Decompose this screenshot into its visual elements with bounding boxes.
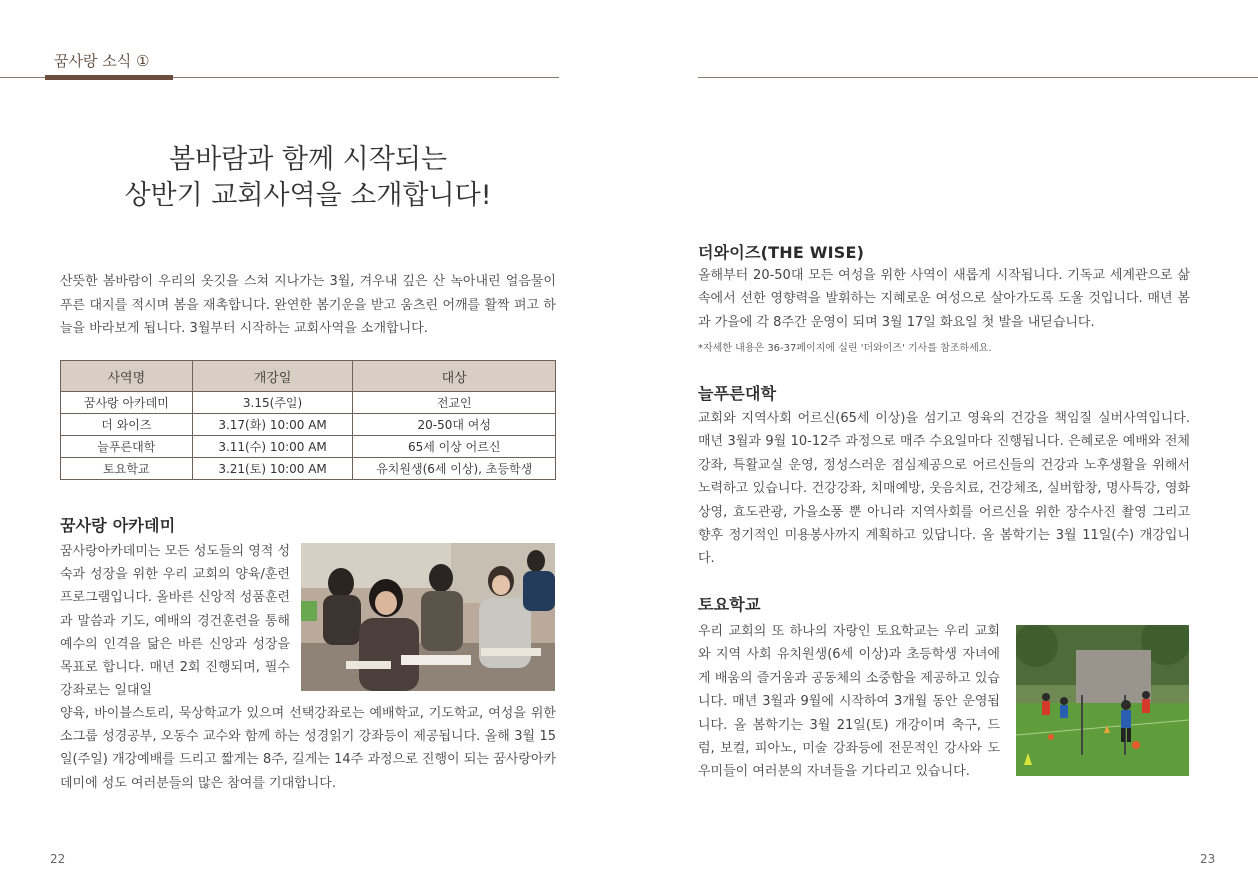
page-number-right: 23 (1200, 852, 1216, 866)
wise-note: *자세한 내용은 36-37페이지에 실린 '더와이즈' 기사를 참조하세요. (698, 343, 992, 354)
saturday-soccer-photo (1016, 625, 1189, 776)
table-cell: 3.15(주일) (192, 392, 353, 414)
university-text: 교회와 지역사회 어르신(65세 이상)을 섬기고 영육의 건강을 책임질 실버사역입니다. 매년 3월과 9월 10-12주 과정으로 매주 수요일마다 진행됩니다. 은혜로운 예배와 전체 강좌, 특활교실 운영, 정성스러운 점심제공으로 어르신들의 건강과 노후생활을 위해서 노력하고 있습니다. 건강강좌, 치매예방, 웃음치료, 건강체조, 실버합창, 명사특강, 영화상영, 효도관광, 가을소풍 뿐 아니라 지역사회를 어르신을 위한 장수사진 촬영 그리고 향후 정기적인 미용봉사까지 계획하고 있답니다. 올 봄학기는 3월 11일(수) 개강입니다. (698, 411, 1190, 567)
section-label: 꿈사랑 소식 ① (54, 52, 150, 70)
table-row (61, 458, 556, 480)
header-rule-right (698, 77, 1258, 78)
table-row (61, 436, 556, 458)
headline-line2: 상반기 교회사역을 소개합니다! (124, 180, 492, 211)
table-cell: 20-50대 여성 (353, 414, 556, 436)
page-headline (60, 142, 556, 214)
table-row (61, 414, 556, 436)
table-cell: 유치원생(6세 이상), 초등학생 (353, 458, 556, 480)
headline-line1: 봄바람과 함께 시작되는 (169, 144, 447, 175)
wise-title: 더와이즈(THE WISE) (698, 243, 865, 262)
table-cell: 토요학교 (61, 458, 193, 480)
academy-title: 꿈사랑 아카데미 (60, 516, 176, 535)
saturday-text: 우리 교회의 또 하나의 자랑인 토요학교는 우리 교회와 지역 사회 유치원생(6세 이상)과 초등학생 자녀에게 배움의 즐거움과 공동체의 소중함을 제공하고 있습니다. 매년 3월과 9월에 시작하여 3개월 동안 운영됩니다. 올 봄학기는 3월 21일(토) 개강이며 축구, 드럼, 보컬, 피아노, 미술 강좌등에 전문적인 강사와 도우미들이 여러분의 자녀들을 기다리고 있습니다. (698, 624, 1000, 780)
university-title: 늘푸른대학 (698, 384, 777, 403)
table-cell: 3.17(화) 10:00 AM (192, 414, 353, 436)
academy-text-part2: 양육, 바이블스토리, 묵상학교가 있으며 선택강좌로는 예배학교, 기도학교, 여성을 위한 소그룹 성경공부, 오동수 교수와 함께 하는 성경읽기 강좌등이 제공됩니다. 올해 3월 15일(주일) 개강예배를 드리고 짧게는 8주, 길게는 14주 과정으로 진행이 되는 꿈사랑아카데미에 성도 여러분들의 많은 참여를 기대합니다. (60, 706, 556, 791)
table-row (61, 392, 556, 414)
saturday-title: 토요학교 (698, 595, 761, 614)
table-header-row (61, 361, 556, 392)
table-cell: 전교인 (353, 392, 556, 414)
ministry-schedule-table (60, 360, 556, 480)
academy-text-part1: 꿈사랑아카데미는 모든 성도들의 영적 성숙과 성장을 위한 우리 교회의 양육/훈련 프로그램입니다. 올바른 신앙적 성품훈련과 말씀과 기도, 예배의 경건훈련을 통해 예수의 인격을 닮은 바른 신앙과 성장을 목표로 합니다. 매년 2회 진행되며, 필수강좌로는 일대일 (60, 544, 291, 699)
table-cell: 65세 이상 어르신 (353, 436, 556, 458)
table-header-cell: 개강일 (192, 361, 353, 392)
table-header-cell: 대상 (353, 361, 556, 392)
academy-class-photo (301, 543, 555, 691)
intro-paragraph: 산뜻한 봄바람이 우리의 옷깃을 스쳐 지나가는 3월, 겨우내 깊은 산 녹아내린 얼음물이 푸른 대지를 적시며 봄을 재촉합니다. 완연한 봄기운을 받고 움츠린 어깨를 활짝 펴고 하늘을 바라보게 됩니다. 3월부터 시작하는 교회사역을 소개합니다. (60, 274, 556, 336)
table-cell: 3.21(토) 10:00 AM (192, 458, 353, 480)
table-cell: 3.11(수) 10:00 AM (192, 436, 353, 458)
table-header-cell: 사역명 (61, 361, 193, 392)
wise-text: 올해부터 20-50대 모든 여성을 위한 사역이 새롭게 시작됩니다. 기독교 세계관으로 삶 속에서 선한 영향력을 발휘하는 지혜로운 여성으로 살아가도록 도울 것입니다. 매년 봄과 가을에 각 8주간 운영이 되며 3월 17일 화요일 첫 발을 내딛습니다. (698, 268, 1190, 330)
table-cell: 더 와이즈 (61, 414, 193, 436)
table-cell: 늘푸른대학 (61, 436, 193, 458)
header-accent-bar (45, 75, 173, 80)
table-cell: 꿈사랑 아카데미 (61, 392, 193, 414)
page-number-left: 22 (50, 852, 66, 866)
